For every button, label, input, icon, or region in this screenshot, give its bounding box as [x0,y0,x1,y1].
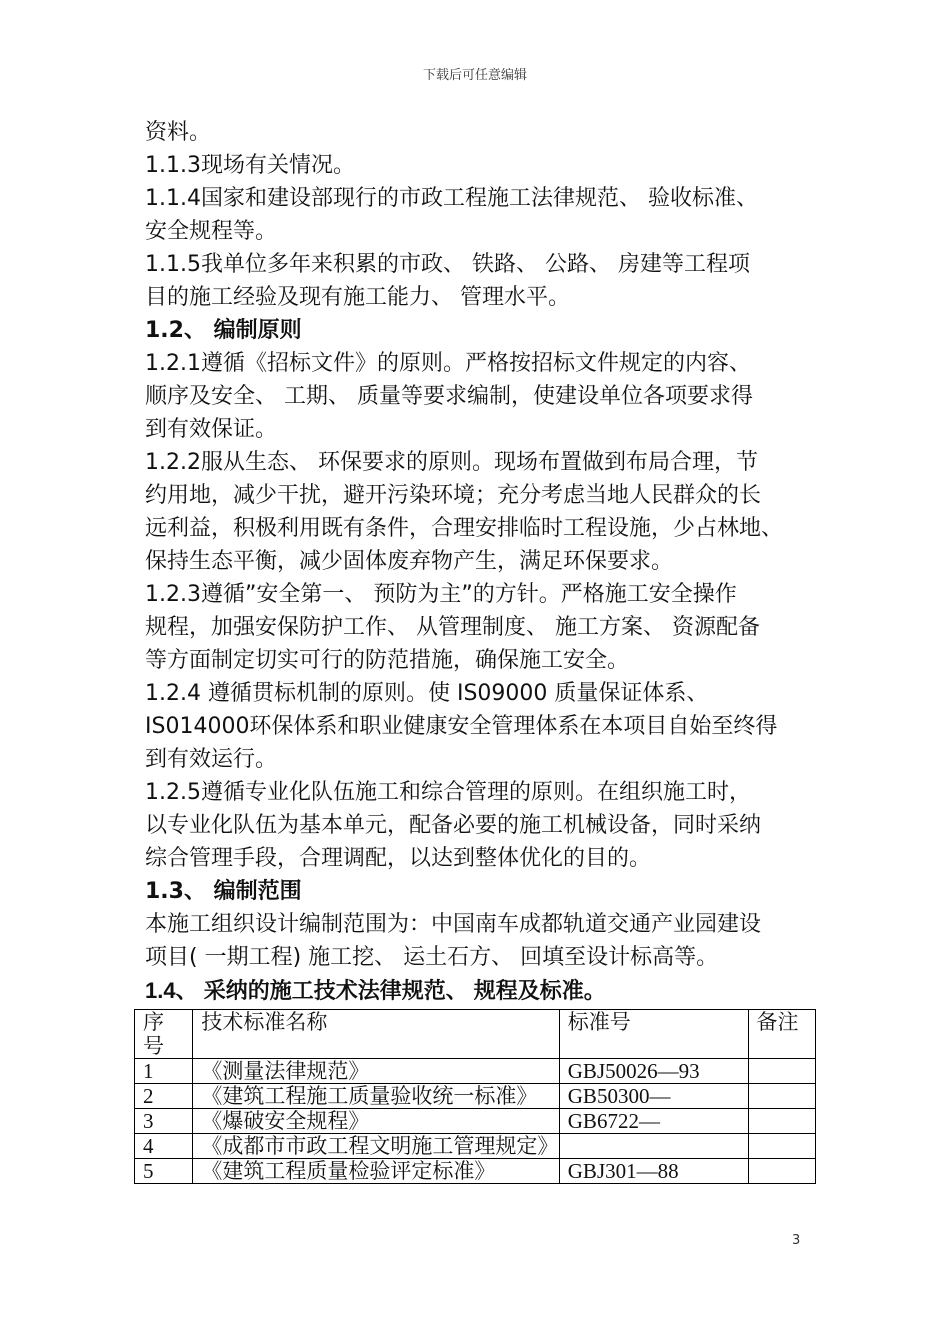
body-line: 到有效保证。 [145,417,278,442]
cell-no: 2 [135,1084,193,1109]
body-line: 1.2.4 遵循贯标机制的原则。使 IS09000 质量保证体系、 [145,681,709,706]
body-line: 1.1.5我单位多年来积累的市政、 铁路、 公路、 房建等工程项 [145,252,750,277]
column-header-std: 标准号 [559,1010,748,1059]
cell-name: 《建筑工程质量检验评定标准》 [193,1159,559,1184]
cell-note [748,1134,815,1159]
body-line: 1.1.4国家和建设部现行的市政工程施工法律规范、 验收标准、 [145,186,758,211]
cell-no: 1 [135,1059,193,1084]
body-line: IS014000环保体系和职业健康安全管理体系在本项目自始至终得 [145,714,778,739]
body-line: 资料。 [145,120,212,145]
cell-no: 4 [135,1134,193,1159]
cell-std: GB6722— [559,1109,748,1134]
body-line: 本施工组织设计编制范围为：中国南车成都轨道交通产业园建设 [145,912,762,937]
cell-note [748,1084,815,1109]
cell-std: GBJ50026—93 [559,1059,748,1084]
body-line: 顺序及安全、 工期、 质量等要求编制，使建设单位各项要求得 [145,384,753,409]
body-line: 综合管理手段，合理调配，以达到整体优化的目的。 [145,846,652,871]
column-header-note: 备注 [748,1010,815,1059]
table-row [135,1084,816,1109]
standards-table [134,1009,816,1184]
table-row [135,1159,816,1184]
cell-note [748,1059,815,1084]
cell-std: GBJ301—88 [559,1159,748,1184]
page-number: 3 [792,1233,801,1248]
body-line: 保持生态平衡，减少固体废弃物产生，满足环保要求。 [145,549,674,574]
column-header-name: 技术标准名称 [193,1010,559,1059]
table-row [135,1109,816,1134]
cell-note [748,1109,815,1134]
cell-no: 3 [135,1109,193,1134]
body-line: 1.2.3遵循”安全第一、 预防为主”的方针。严格施工安全操作 [145,582,737,607]
cell-name: 《建筑工程施工质量验收统一标准》 [193,1084,559,1109]
body-line: 等方面制定切实可行的防范措施，确保施工安全。 [145,648,630,673]
section-heading-1-3: 1.3、 编制范围 [145,879,302,904]
cell-no: 5 [135,1159,193,1184]
document-body [145,116,815,1007]
table-row [135,1059,816,1084]
cell-name: 《测量法律规范》 [193,1059,559,1084]
body-line: 1.1.3现场有关情况。 [145,153,355,178]
cell-name: 《爆破安全规程》 [193,1109,559,1134]
page-header: 下载后可任意编辑 [422,68,527,83]
cell-note [748,1159,815,1184]
body-line: 1.2.5遵循专业化队伍施工和综合管理的原则。在组织施工时， [145,780,751,805]
cell-std: GB50300— [559,1084,748,1109]
table-header-row [135,1010,816,1059]
table-row [135,1134,816,1159]
body-line: 目的施工经验及现有施工能力、 管理水平。 [145,285,570,310]
body-line: 规程，加强安保防护工作、 从管理制度、 施工方案、 资源配备 [145,615,760,640]
body-line: 以专业化队伍为基本单元，配备必要的施工机械设备，同时采纳 [145,813,762,838]
body-line: 远利益，积极利用既有条件，合理安排临时工程设施，少占林地、 [145,516,784,541]
body-line: 项目( 一期工程) 施工挖、 运土石方、 回填至设计标高等。 [145,945,719,970]
body-line: 到有效运行。 [145,747,278,772]
body-line: 1.2.2服从生态、 环保要求的原则。现场布置做到布局合理，节 [145,450,758,475]
section-heading-1-4: 1.4、 采纳的施工技术法律规范、 规程及标准。 [145,978,606,1003]
column-header-no: 序号 [135,1010,193,1059]
body-line: 约用地，减少干扰，避开污染环境；充分考虑当地人民群众的长 [145,483,762,508]
cell-name: 《成都市市政工程文明施工管理规定》 [193,1134,559,1159]
body-line: 安全规程等。 [145,219,278,244]
cell-std [559,1134,748,1159]
section-heading-1-2: 1.2、 编制原则 [145,318,302,343]
body-line: 1.2.1遵循《招标文件》的原则。严格按招标文件规定的内容、 [145,351,751,376]
